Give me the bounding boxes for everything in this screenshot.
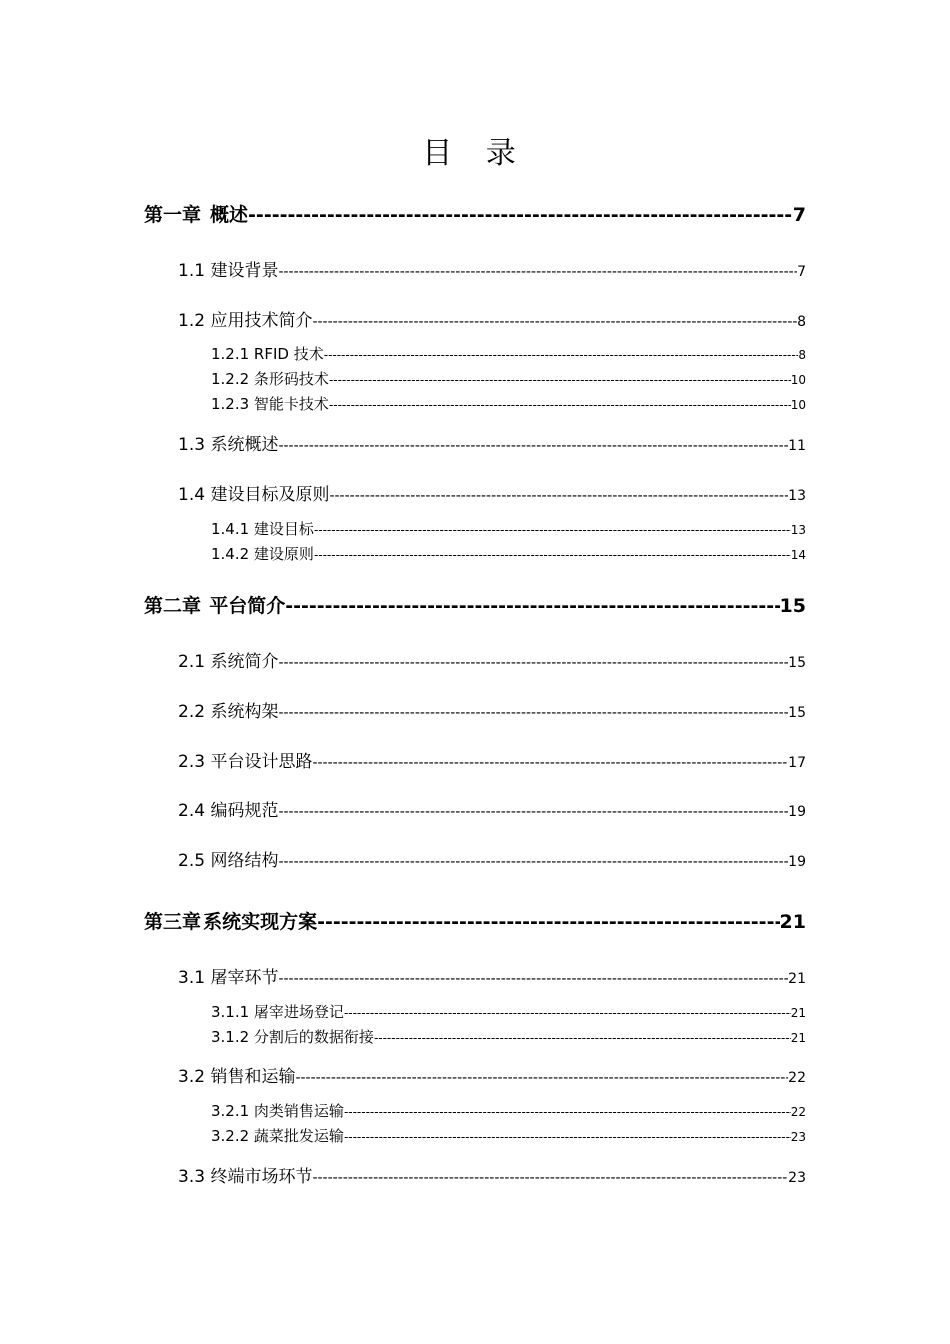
toc-entry-label: 1.3 系统概述: [178, 435, 279, 455]
toc-page-number: 22: [790, 1105, 806, 1119]
toc-chapter-number: 第一章: [144, 204, 202, 226]
toc-page-number: 21: [790, 1031, 806, 1045]
toc-page-number: 17: [788, 755, 806, 771]
toc-leader: [329, 398, 791, 412]
toc-page-number: 8: [798, 348, 806, 362]
toc-page-number: 15: [788, 705, 806, 721]
toc-leader: [317, 911, 779, 933]
toc-leader: [285, 595, 779, 617]
toc-chapter-number: 第二章: [144, 595, 202, 617]
toc-page-number: 10: [790, 373, 806, 387]
toc-entry-label: 1.2.1 RFID 技术: [211, 345, 324, 363]
toc-entry-label: 1.1 建设背景: [178, 261, 279, 281]
toc-leader: [278, 705, 788, 721]
toc-page-number: 14: [790, 548, 806, 562]
toc-chapter-1[interactable]: [144, 200, 806, 227]
toc-entry[interactable]: [178, 430, 806, 455]
toc-entry-label: 3.1.2 分割后的数据衔接: [211, 1028, 374, 1046]
toc-entry[interactable]: [178, 1162, 806, 1187]
toc-entry-label: 2.1 系统简介: [178, 652, 279, 672]
toc-leader: [329, 373, 791, 387]
toc-page-number: 23: [788, 1170, 806, 1186]
toc-entry-label: 3.3 终端市场环节: [178, 1167, 313, 1187]
toc-entry-label: 2.3 平台设计思路: [178, 752, 313, 772]
toc-page-number: 23: [790, 1130, 806, 1144]
toc-entry-label: 3.2.2 蔬菜批发运输: [211, 1127, 344, 1145]
toc-entry-label: 3.1 屠宰环节: [178, 968, 279, 988]
toc-leader: [312, 755, 788, 771]
toc-page-number: 15: [779, 595, 806, 617]
toc-page-number: 21: [779, 911, 806, 933]
toc-chapter-title: 概述: [210, 204, 249, 226]
toc-chapter-number: 第三章: [144, 911, 202, 933]
toc-entry-label: 1.2.3 智能卡技术: [211, 395, 329, 413]
toc-entry-label: 3.2.1 肉类销售运输: [211, 1102, 344, 1120]
toc-entry[interactable]: [211, 393, 806, 414]
toc-page-number: 15: [788, 655, 806, 671]
toc-leader: [278, 264, 797, 280]
toc-entry-label: 1.4 建设目标及原则: [178, 485, 330, 505]
toc-entry[interactable]: [211, 1001, 806, 1022]
toc-page-number: 19: [788, 804, 806, 820]
toc-page-number: 11: [788, 438, 806, 454]
toc-chapter-title: 平台简介: [209, 595, 286, 617]
toc-page-number: 19: [788, 854, 806, 870]
toc-leader: [329, 488, 788, 504]
toc-leader: [248, 204, 793, 226]
toc-leader: [278, 854, 788, 870]
toc-leader: [314, 523, 791, 537]
toc-page-number: 22: [788, 1070, 806, 1086]
toc-chapter-3[interactable]: [144, 907, 806, 934]
toc-leader: [278, 804, 788, 820]
toc-page-number: 13: [788, 488, 806, 504]
toc-entry-label: 2.2 系统构架: [178, 702, 279, 722]
toc-entry[interactable]: [178, 1062, 806, 1087]
toc-entry-label: 2.5 网络结构: [178, 851, 279, 871]
toc-entry[interactable]: [178, 697, 806, 722]
toc-entry[interactable]: [178, 480, 806, 505]
toc-page-number: 7: [792, 204, 806, 226]
page-title: 目 录: [422, 136, 528, 171]
toc-entry-label: 1.4.1 建设目标: [211, 520, 314, 538]
toc-page-number: 8: [797, 314, 806, 330]
toc-entry[interactable]: [178, 963, 806, 988]
toc-entry-label: 1.4.2 建设原则: [211, 545, 314, 563]
toc-entry-label: 3.1.1 屠宰进场登记: [211, 1003, 344, 1021]
toc-page-number: 7: [797, 264, 806, 280]
toc-leader: [278, 655, 788, 671]
toc-entry[interactable]: [178, 846, 806, 871]
toc-entry[interactable]: [178, 256, 806, 281]
toc-leader: [324, 348, 799, 362]
toc-entry[interactable]: [211, 343, 806, 364]
toc-entry[interactable]: [178, 747, 806, 772]
toc-entry[interactable]: [211, 1125, 806, 1146]
toc-entry[interactable]: [211, 518, 806, 539]
toc-page-number: 21: [788, 971, 806, 987]
toc-page-number: 13: [790, 523, 806, 537]
toc-chapter-2[interactable]: [144, 591, 806, 618]
toc-leader: [278, 971, 788, 987]
toc-leader: [374, 1031, 791, 1045]
toc-entry-label: 1.2.2 条形码技术: [211, 370, 329, 388]
toc-entry[interactable]: [211, 368, 806, 389]
toc-leader: [344, 1006, 791, 1020]
toc-leader: [314, 548, 791, 562]
toc-entry[interactable]: [211, 543, 806, 564]
toc-chapter-title: 系统实现方案: [203, 911, 318, 933]
toc-leader: [312, 314, 797, 330]
toc-page-number: 21: [790, 1006, 806, 1020]
toc-entry-label: 1.2 应用技术简介: [178, 311, 313, 331]
toc-entry-label: 2.4 编码规范: [178, 801, 279, 821]
toc-entry[interactable]: [178, 647, 806, 672]
toc-leader: [278, 438, 788, 454]
toc-page-number: 10: [790, 398, 806, 412]
toc-entry[interactable]: [211, 1100, 806, 1121]
toc-leader: [344, 1105, 791, 1119]
toc-leader: [295, 1070, 788, 1086]
toc-leader: [344, 1130, 791, 1144]
toc-entry[interactable]: [178, 306, 806, 331]
toc-leader: [312, 1170, 788, 1186]
toc-entry[interactable]: [211, 1026, 806, 1047]
toc-entry-label: 3.2 销售和运输: [178, 1067, 296, 1087]
toc-entry[interactable]: [178, 796, 806, 821]
